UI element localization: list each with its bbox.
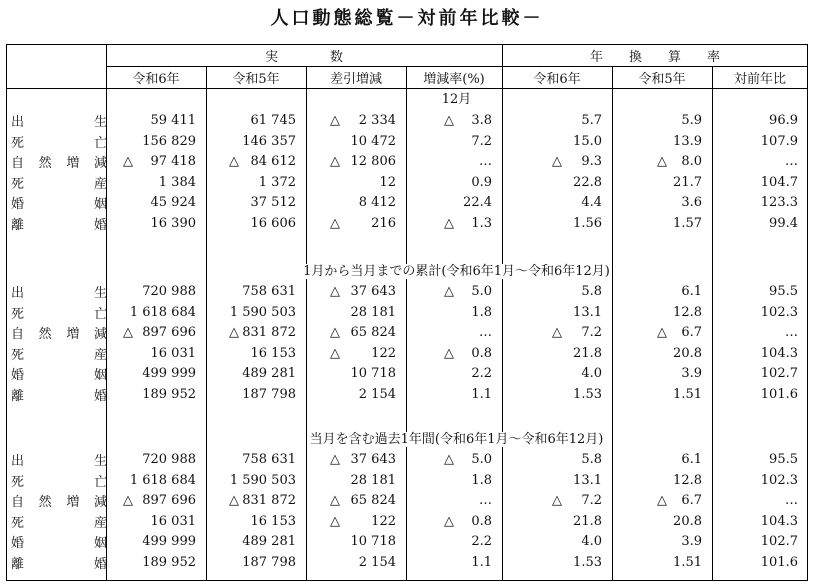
table-row <box>7 470 807 491</box>
table-cell: 104.3 <box>760 345 798 361</box>
table-cell: 1.51 <box>673 386 702 402</box>
table-cell: 16 390 <box>150 215 196 231</box>
table-cell: 13.1 <box>573 304 602 320</box>
table-cell: 102.3 <box>760 472 798 488</box>
table-cell <box>106 151 196 172</box>
table-cell <box>206 490 296 511</box>
negative-marker: △ <box>444 452 454 467</box>
table-row <box>7 110 807 131</box>
table-cell <box>306 490 396 511</box>
table-row <box>7 213 807 234</box>
negative-marker: △ <box>229 325 239 340</box>
table-cell: 95.5 <box>769 452 798 467</box>
table-cell: 15.0 <box>573 133 602 149</box>
cell-value: 122 <box>371 513 396 529</box>
table-row <box>7 490 807 511</box>
table-cell: 499 999 <box>142 366 196 381</box>
header-bottom-border <box>7 88 807 89</box>
table-cell: 1 372 <box>258 174 296 190</box>
row-label: 婚 姻 <box>11 368 107 383</box>
table-cell: 156 829 <box>142 133 196 149</box>
col-header-change-rate: 増減率(%) <box>423 72 485 87</box>
table-cell: 489 281 <box>242 534 296 549</box>
cell-value: 0.8 <box>471 513 492 529</box>
table-cell: 2.2 <box>471 534 492 549</box>
cell-value: 97 418 <box>150 154 196 169</box>
statistics-table <box>6 44 808 581</box>
table-cell: 5.9 <box>681 113 702 128</box>
table-cell: 5.7 <box>581 113 602 128</box>
table-cell <box>306 110 396 131</box>
table-cell: 16 153 <box>250 345 296 361</box>
negative-marker: △ <box>444 284 454 299</box>
table-cell <box>406 281 492 302</box>
table-cell: 189 952 <box>142 386 196 402</box>
table-cell: 107.9 <box>760 133 798 149</box>
table-cell: 12.8 <box>673 304 702 320</box>
header-group-rate: 年 換 算 率 <box>589 50 720 65</box>
negative-marker: △ <box>330 452 340 467</box>
table-cell: 102.7 <box>760 534 798 549</box>
header-group-row <box>7 45 807 66</box>
table-cell: 758 631 <box>242 452 296 467</box>
cell-value: 65 824 <box>350 325 396 340</box>
negative-marker: △ <box>552 325 562 340</box>
cell-value: 84 612 <box>250 154 296 169</box>
table-cell: 20.8 <box>673 345 702 361</box>
table-cell: 59 411 <box>150 113 196 128</box>
table-row <box>7 151 807 172</box>
col-header-yoy: 対前年比 <box>733 72 786 87</box>
row-label: 婚 姻 <box>11 197 107 212</box>
table-cell: 4.0 <box>581 366 602 381</box>
section-label-text: 12月 <box>441 92 472 107</box>
table-row <box>7 322 807 343</box>
col-header-r5-rate: 令和5年 <box>638 72 686 87</box>
cell-value: 1.3 <box>471 215 492 231</box>
table-cell: 8 412 <box>358 195 396 210</box>
row-label: 出 生 <box>11 115 107 130</box>
table-cell: 1 618 684 <box>129 304 196 320</box>
table-cell: 1.1 <box>471 386 492 402</box>
table-cell: 10 718 <box>350 534 396 549</box>
table-cell: 10 718 <box>350 366 396 381</box>
row-label: 死 亡 <box>11 474 107 490</box>
table-cell <box>306 322 396 343</box>
cell-value: 7.2 <box>581 325 602 340</box>
table-cell: 16 031 <box>150 345 196 361</box>
table-cell: 16 153 <box>250 513 296 529</box>
table-cell: 720 988 <box>142 452 196 467</box>
col-header-r6-rate: 令和6年 <box>533 72 581 87</box>
table-row <box>7 172 807 193</box>
cell-value: 3.8 <box>471 113 492 128</box>
table-cell <box>406 449 492 470</box>
cell-value: 897 696 <box>142 493 196 508</box>
table-cell: 28 181 <box>350 304 396 320</box>
table-cell <box>612 490 702 511</box>
cell-value: 0.8 <box>471 345 492 361</box>
table-cell: … <box>479 493 492 508</box>
table-cell: 3.9 <box>681 366 702 381</box>
negative-marker: △ <box>657 493 667 508</box>
negative-marker: △ <box>330 493 340 508</box>
table-cell: 101.6 <box>760 386 798 402</box>
table-cell: 2 154 <box>358 554 396 570</box>
negative-marker: △ <box>552 154 562 169</box>
row-label: 死 産 <box>11 347 107 363</box>
table-cell: 21.7 <box>673 174 702 190</box>
table-cell: 6.1 <box>681 284 702 299</box>
cell-value: 6.7 <box>681 493 702 508</box>
table-cell: 21.8 <box>573 513 602 529</box>
negative-marker: △ <box>330 345 340 361</box>
table-cell: 1 384 <box>158 174 196 190</box>
table-cell: 20.8 <box>673 513 702 529</box>
table-row <box>7 511 807 532</box>
table-cell: 5.8 <box>581 452 602 467</box>
table-cell: 22.8 <box>573 174 602 190</box>
table-cell: 1.53 <box>573 554 602 570</box>
table-cell: 123.3 <box>760 195 798 210</box>
cell-value: 5.0 <box>471 284 492 299</box>
table-cell: 4.4 <box>581 195 602 210</box>
table-cell: … <box>479 154 492 169</box>
cell-value: 12 806 <box>350 154 396 169</box>
table-cell: 499 999 <box>142 534 196 549</box>
negative-marker: △ <box>444 345 454 361</box>
table-row <box>7 363 807 384</box>
table-cell: 13.9 <box>673 133 702 149</box>
table-cell: 28 181 <box>350 472 396 488</box>
table-cell: 102.7 <box>760 366 798 381</box>
table-cell <box>206 322 296 343</box>
table-cell: 1.56 <box>573 215 602 231</box>
negative-marker: △ <box>330 113 340 128</box>
table-cell: 16 031 <box>150 513 196 529</box>
table-cell <box>502 151 602 172</box>
table-row <box>7 281 807 302</box>
cell-value: 122 <box>371 345 396 361</box>
table-cell <box>306 281 396 302</box>
cell-value: 37 643 <box>350 284 396 299</box>
table-cell: 489 281 <box>242 366 296 381</box>
table-cell: 1.8 <box>471 304 492 320</box>
cell-value: 831 872 <box>242 493 296 508</box>
section-label-text: 1月から当月までの累計(令和6年1月～令和6年12月) <box>303 264 610 279</box>
table-cell <box>612 322 702 343</box>
table-cell <box>306 213 396 234</box>
table-cell: 101.6 <box>760 554 798 570</box>
table-cell: 4.0 <box>581 534 602 549</box>
table-cell: … <box>785 325 798 340</box>
table-cell: 12.8 <box>673 472 702 488</box>
table-cell: 1 590 503 <box>229 304 296 320</box>
table-cell: 187 798 <box>242 554 296 570</box>
row-label: 出 生 <box>11 454 107 469</box>
table-cell: 96.9 <box>769 113 798 128</box>
table-cell: 146 357 <box>242 133 296 149</box>
table-cell: 187 798 <box>242 386 296 402</box>
table-cell <box>306 511 396 532</box>
row-label: 死 産 <box>11 515 107 531</box>
table-cell <box>406 343 492 364</box>
table-cell: 1 618 684 <box>129 472 196 488</box>
cell-value: 216 <box>371 215 396 231</box>
table-cell <box>106 490 196 511</box>
cell-value: 897 696 <box>142 325 196 340</box>
row-label: 婚 姻 <box>11 536 107 551</box>
table-cell: 189 952 <box>142 554 196 570</box>
row-label: 死 産 <box>11 176 107 192</box>
table-cell <box>206 151 296 172</box>
table-cell: 99.4 <box>769 215 798 231</box>
negative-marker: △ <box>330 284 340 299</box>
table-cell <box>306 343 396 364</box>
negative-marker: △ <box>330 215 340 231</box>
table-cell <box>406 511 492 532</box>
table-cell: 61 745 <box>250 113 296 128</box>
table-row <box>7 531 807 552</box>
table-cell <box>406 110 492 131</box>
table-cell: 6.1 <box>681 452 702 467</box>
table-cell: 104.3 <box>760 513 798 529</box>
table-cell: 1.51 <box>673 554 702 570</box>
table-cell <box>502 490 602 511</box>
row-label: 出 生 <box>11 286 107 301</box>
section-label-text: 当月を含む過去1年間(令和6年1月～令和6年12月) <box>309 432 604 447</box>
table-row <box>7 552 807 573</box>
cell-value: 7.2 <box>581 493 602 508</box>
table-cell: 720 988 <box>142 284 196 299</box>
table-cell: … <box>479 325 492 340</box>
col-header-r5-actual: 令和5年 <box>232 72 280 87</box>
table-cell: 1.57 <box>673 215 702 231</box>
row-label: 自 然 増 減 <box>11 156 107 171</box>
table-cell: 16 606 <box>250 215 296 231</box>
table-row <box>7 343 807 364</box>
cell-value: 8.0 <box>681 154 702 169</box>
col-header-diff: 差引増減 <box>329 72 382 87</box>
table-cell <box>406 213 492 234</box>
col-header-r6-actual: 令和6年 <box>132 72 180 87</box>
table-row <box>7 192 807 213</box>
negative-marker: △ <box>444 513 454 529</box>
negative-marker: △ <box>123 493 133 508</box>
table-cell: 0.9 <box>471 174 492 190</box>
table-cell <box>612 151 702 172</box>
row-label: 自 然 増 減 <box>11 495 107 510</box>
table-cell: 10 472 <box>350 133 396 149</box>
table-cell: … <box>785 154 798 169</box>
section-label-past-year <box>106 431 807 448</box>
table-row <box>7 131 807 152</box>
negative-marker: △ <box>229 493 239 508</box>
table-cell <box>306 151 396 172</box>
cell-value: 831 872 <box>242 325 296 340</box>
negative-marker: △ <box>444 215 454 231</box>
table-cell: 45 924 <box>150 195 196 210</box>
table-cell: 1.1 <box>471 554 492 570</box>
negative-marker: △ <box>229 154 239 169</box>
table-cell <box>106 322 196 343</box>
table-cell: 104.7 <box>760 174 798 190</box>
table-cell: 2.2 <box>471 366 492 381</box>
table-cell: 13.1 <box>573 472 602 488</box>
table-cell: 37 512 <box>250 195 296 210</box>
row-label: 離 婚 <box>11 217 107 233</box>
table-row <box>7 302 807 323</box>
page-title: 人口動態総覧－対前年比較－ <box>270 8 544 29</box>
header-group-actual: 実 数 <box>264 50 343 65</box>
table-cell: … <box>785 493 798 508</box>
cell-value: 2 334 <box>358 113 396 128</box>
cell-value: 9.3 <box>581 154 602 169</box>
table-cell: 1.8 <box>471 472 492 488</box>
table-cell: 1 590 503 <box>229 472 296 488</box>
table-cell: 21.8 <box>573 345 602 361</box>
row-label: 死 亡 <box>11 306 107 322</box>
table-row <box>7 384 807 405</box>
row-label: 離 婚 <box>11 556 107 572</box>
table-row <box>7 449 807 470</box>
table-cell <box>306 449 396 470</box>
cell-value: 65 824 <box>350 493 396 508</box>
negative-marker: △ <box>444 113 454 128</box>
cell-value: 5.0 <box>471 452 492 467</box>
table-cell: 758 631 <box>242 284 296 299</box>
table-cell: 12 <box>379 174 396 190</box>
negative-marker: △ <box>657 325 667 340</box>
table-cell: 1.53 <box>573 386 602 402</box>
table-cell: 2 154 <box>358 386 396 402</box>
header-columns-row <box>7 67 807 88</box>
table-cell: 3.6 <box>681 195 702 210</box>
table-cell <box>502 322 602 343</box>
negative-marker: △ <box>330 325 340 340</box>
table-cell: 102.3 <box>760 304 798 320</box>
cell-value: 6.7 <box>681 325 702 340</box>
section-label-cumulative <box>106 263 807 280</box>
negative-marker: △ <box>552 493 562 508</box>
table-cell: 5.8 <box>581 284 602 299</box>
table-cell: 95.5 <box>769 284 798 299</box>
table-cell: 7.2 <box>471 133 492 149</box>
negative-marker: △ <box>330 154 340 169</box>
negative-marker: △ <box>330 513 340 529</box>
negative-marker: △ <box>657 154 667 169</box>
row-label: 離 婚 <box>11 388 107 404</box>
cell-value: 37 643 <box>350 452 396 467</box>
section-label-month <box>106 91 807 108</box>
row-label: 死 亡 <box>11 135 107 151</box>
negative-marker: △ <box>123 154 133 169</box>
row-label: 自 然 増 減 <box>11 327 107 342</box>
table-cell: 3.9 <box>681 534 702 549</box>
negative-marker: △ <box>123 325 133 340</box>
table-cell: 22.4 <box>463 195 492 210</box>
